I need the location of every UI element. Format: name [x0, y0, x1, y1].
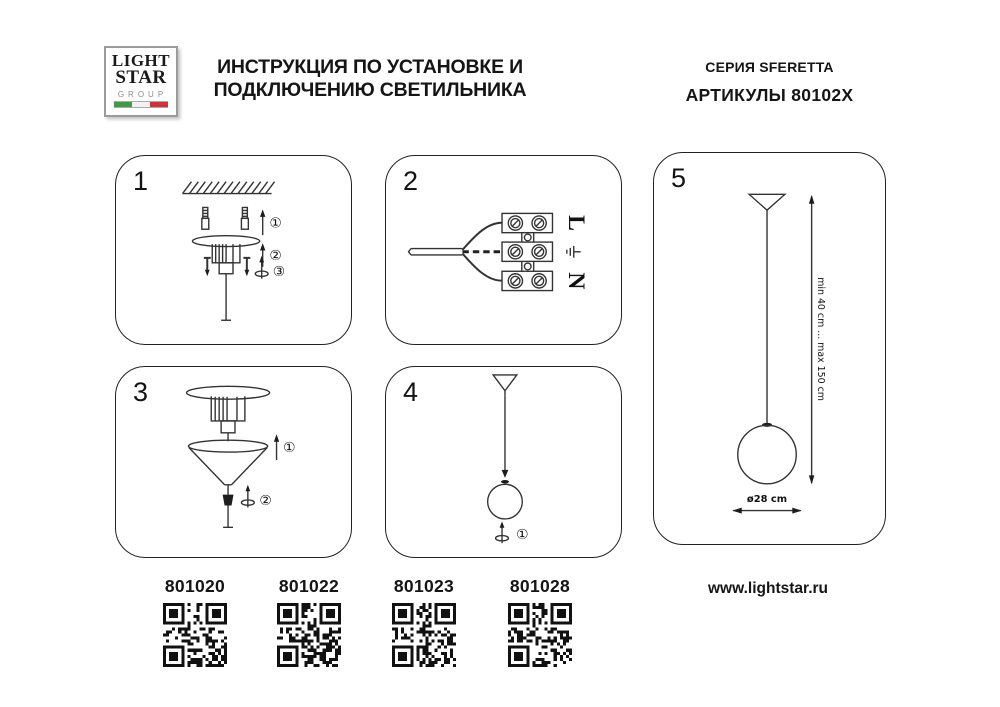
step-number-4: 4 — [403, 377, 419, 407]
flag-white-segment — [132, 102, 150, 107]
earth-symbol — [567, 246, 581, 258]
step-number-3: 3 — [133, 377, 149, 407]
flag-green-segment — [114, 102, 132, 107]
step1-diagram — [116, 156, 351, 344]
diameter-dimension-arrow — [732, 508, 801, 514]
step-panel-3 — [115, 366, 352, 558]
qr-code — [277, 603, 341, 667]
pendant-cord-icon — [762, 210, 772, 427]
articles-title: АРТИКУЛЫ 80102X — [685, 85, 854, 105]
page-title-line2: ПОДКЛЮЧЕНИЮ СВЕТИЛЬНИКА — [213, 79, 527, 101]
website-url: www.lightstar.ru — [708, 580, 828, 597]
pendant-cord-icon — [501, 396, 509, 484]
article-code: 801028 — [509, 576, 571, 596]
series-info — [653, 59, 886, 106]
up-arrow-icon — [274, 434, 279, 460]
mounted-canopy-icon — [186, 386, 269, 441]
rotate-icon — [496, 521, 509, 543]
ceiling-hatch-icon — [183, 182, 275, 194]
article-block — [369, 576, 479, 672]
cord-grip-icon — [223, 495, 234, 528]
ceiling-cone-icon — [749, 194, 785, 210]
terminal-block-icon — [502, 213, 552, 290]
step-panel-1 — [115, 155, 352, 345]
qr-code — [163, 603, 227, 667]
height-dimension-arrow — [809, 195, 815, 484]
rotate-icon — [241, 485, 254, 508]
step-number-1: 1 — [133, 166, 149, 196]
article-block — [254, 576, 364, 672]
qr-code — [392, 603, 456, 667]
qr-code — [508, 603, 572, 667]
step4-diagram — [386, 367, 621, 557]
logo-word-light: LIGHT — [111, 51, 171, 70]
cone-shade-icon — [188, 440, 267, 494]
ceiling-cone-icon — [493, 375, 517, 396]
article-code: 801023 — [393, 576, 455, 596]
flag-red-segment — [150, 102, 168, 107]
canopy-mount-icon — [192, 236, 259, 321]
step-panel-4 — [385, 366, 622, 558]
diameter-label: ø28 cm — [746, 494, 788, 506]
glass-sphere-icon — [738, 425, 796, 483]
series-name: СЕРИЯ SFERETTA — [705, 59, 834, 75]
step4-marker-1: ① — [516, 527, 529, 544]
step1-marker-3: ③ — [272, 264, 286, 281]
logo-word-star: STAR — [115, 67, 167, 88]
step1-marker-2: ② — [269, 247, 282, 264]
article-code: 801020 — [164, 576, 226, 596]
pendant-dimensions-diagram — [654, 153, 885, 544]
article-block — [140, 576, 250, 672]
step-panel-2 — [385, 155, 622, 345]
page-title — [188, 56, 552, 102]
lightstar-logo — [104, 46, 178, 117]
italian-flag-bar — [114, 101, 168, 108]
power-cable-icon — [409, 223, 503, 281]
step3-marker-2: ② — [259, 493, 272, 510]
step2-wiring-diagram — [386, 156, 621, 344]
step3-diagram — [116, 367, 351, 557]
step-number-2: 2 — [403, 166, 419, 196]
wall-anchor-icon — [202, 207, 249, 229]
neutral-terminal-label: N — [563, 272, 590, 290]
article-block — [485, 576, 595, 672]
glass-sphere-icon — [488, 484, 523, 519]
page-title-line1: ИНСТРУКЦИЯ ПО УСТАНОВКЕ И — [217, 56, 523, 78]
height-range-label: min 40 cm ... max 150 cm — [815, 277, 827, 401]
up-arrow-icon — [260, 209, 265, 235]
step1-marker-1: ① — [269, 215, 282, 232]
step-number-5: 5 — [671, 163, 687, 193]
article-code: 801022 — [278, 576, 340, 596]
dimensions-panel — [653, 152, 886, 545]
step3-marker-1: ① — [283, 440, 296, 457]
line-terminal-label: L — [563, 215, 590, 232]
logo-word-group: GROUP — [117, 90, 168, 99]
rotate-icon — [255, 256, 268, 279]
up-arrow-icon — [260, 243, 265, 267]
